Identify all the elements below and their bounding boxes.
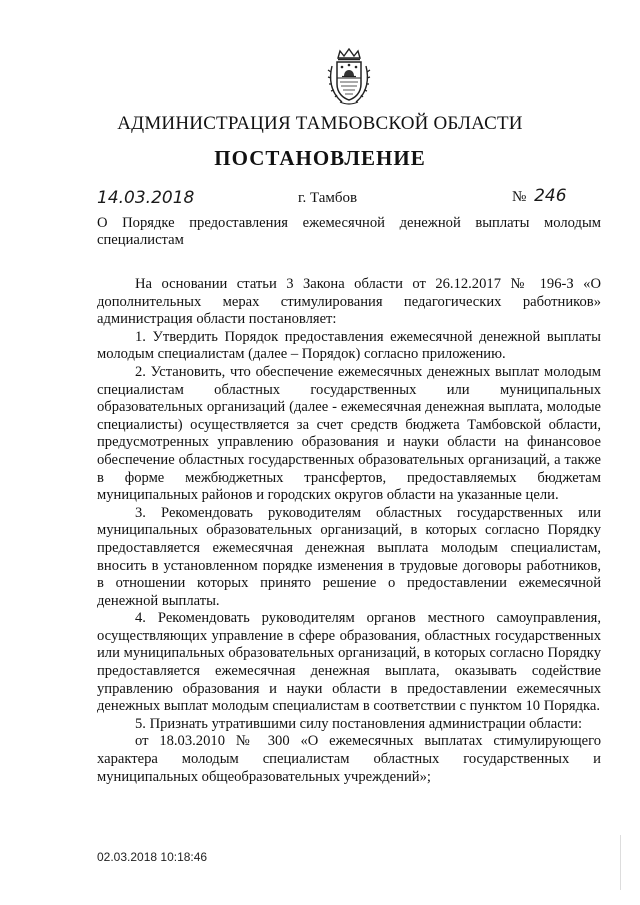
body-paragraph: 1. Утвердить Порядок предоставления ежемесячной денежной выплаты молодым специалистам (далее – Порядок) согласно приложению. [97,328,601,363]
body-paragraph: 4. Рекомендовать руководителям органов местного самоуправления, осуществляющих управление в сфере образования, областных государственных или муниципальных образовательных организаций, в которых согласно Порядку предоставляется ежемесячная денежная выплата, оказывать содействие управлению образования и науки области в предоставлении ежемесячных денежных выплат молодым специалистам в соответствии с пунктом 10 Порядка. [97,610,601,715]
body-paragraph: от 18.03.2010 № 300 «О ежемесячных выплатах стимулирующего характера молодым специалистам областных государственных и муниципальных общеобразовательных учреждений»; [97,733,601,785]
body-paragraph: 5. Признать утратившими силу постановления администрации области: [135,715,582,732]
document-type-heading: ПОСТАНОВЛЕНИЕ [214,146,426,170]
document-city: г. Тамбов [298,190,358,206]
body-paragraph: 3. Рекомендовать руководителям областных государственных или муниципальных образовательных организаций, в которых согласно Порядку предоставляется ежемесячная денежная выплата молодым специалистам, вносить в установленном порядке изменения в трудовые договоры работников, в отношении которых принято решение о предоставлении ежемесячной денежной выплаты. [97,504,601,609]
scan-margin-line [620,835,621,890]
print-timestamp: 02.03.2018 10:18:46 [97,850,208,864]
document-number-value: 246 [534,186,567,206]
body-paragraph: 2. Установить, что обеспечение ежемесячных денежных выплат молодым специалистам областных государственных или муниципальных образовательных организаций (далее - ежемесячная денежная выплата, молодые специалисты) осуществляется за счет средств бюджета Тамбовской области, предусмотренных управлению образования и науки области на финансовое обеспечение областных государственных образовательных организаций, а также в форме межбюджетных трансфертов, предоставляемых бюджетам муниципальных районов и городских округов области на указанные цели. [97,363,601,504]
document-subject: О Порядке предоставления ежемесячной денежной выплаты молодым специалистам [97,215,601,248]
document-date: 14.03.2018 [97,188,195,208]
tambov-coat-of-arms-icon [326,48,372,106]
body-paragraph: На основании статьи 3 Закона области от 26.12.2017 № 196-З «О дополнительных мерах стимулирования педагогических работников» администрация области постановляет: [97,276,601,328]
document-number-label: № [512,189,527,205]
document-body [97,276,601,786]
document-number [512,186,567,206]
organization-name: АДМИНИСТРАЦИЯ ТАМБОВСКОЙ ОБЛАСТИ [117,113,523,134]
